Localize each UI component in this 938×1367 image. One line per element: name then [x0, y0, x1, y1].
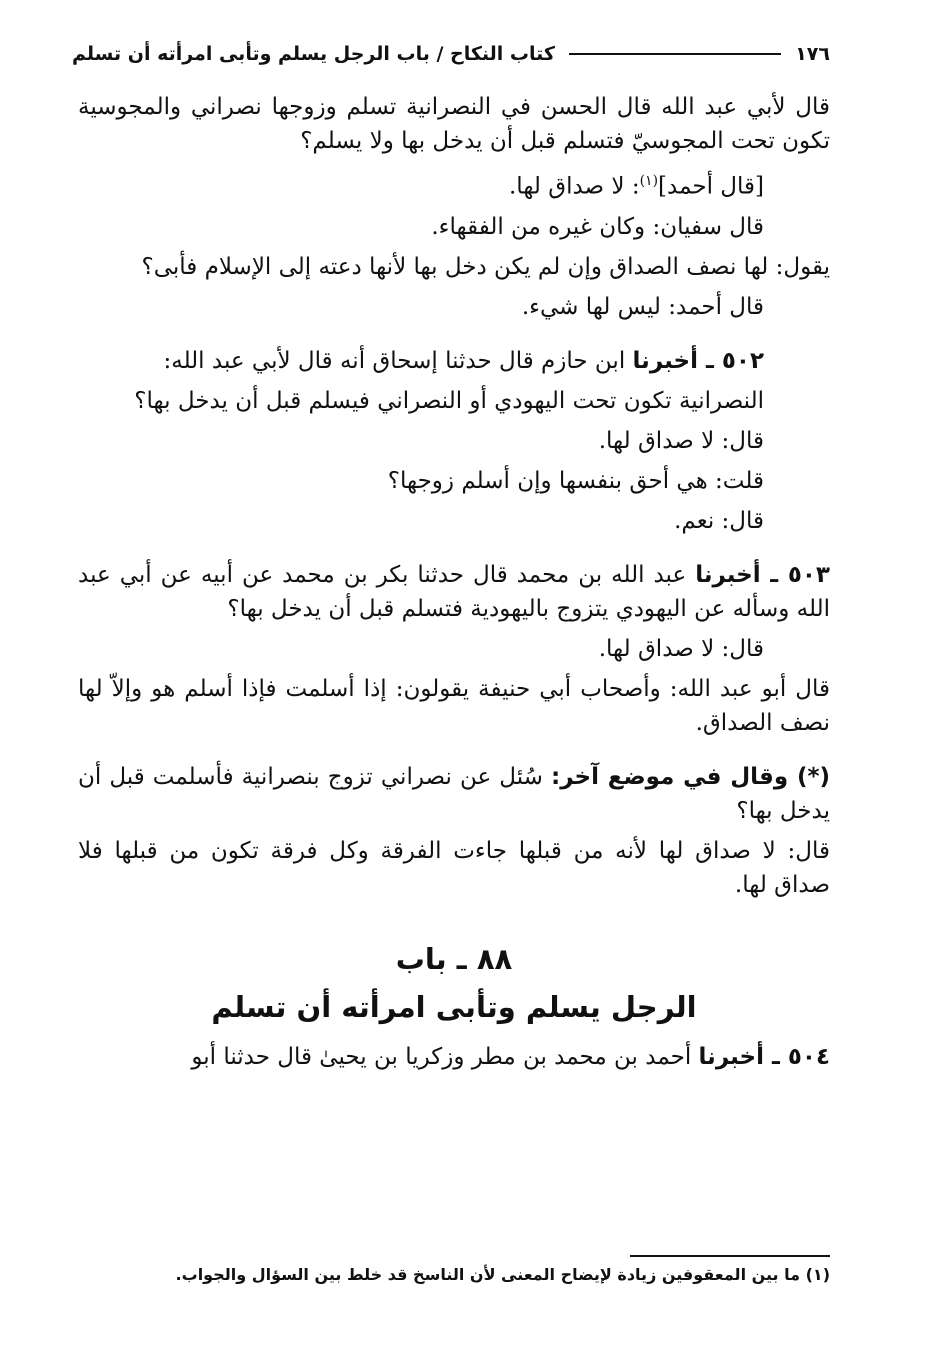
paragraph-1: قال لأبي عبد الله قال الحسن في النصرانية تسلم وزوجها نصراني والمجوسية تكون تحت المجوسيّ فتسلم قبل أن يدخل بها ولا يسلم؟ [78, 94, 830, 154]
paragraph-5: قال أحمد: ليس لها شيء. [521, 293, 764, 320]
hadith-503 [78, 558, 830, 626]
page-number: ١٧٦ [795, 43, 830, 65]
hadith-separator: ـ [763, 1043, 788, 1070]
footnote-ref: (١) [639, 173, 659, 189]
paragraph-4: يقول: لها نصف الصداق وإن لم يكن دخل بها لأنها دعته إلى الإسلام فأبى؟ [141, 253, 830, 280]
paragraph-3: قال سفيان: وكان غيره من الفقهاء. [431, 213, 764, 240]
star-keyword: وقال في موضع آخر: [551, 763, 797, 790]
hadith-separator: ـ [760, 561, 788, 588]
hadith-504 [78, 1040, 830, 1074]
paragraph-502-b: النصرانية تكون تحت اليهودي أو النصراني فيسلم قبل أن يدخل بها؟ [134, 387, 764, 414]
page-header [72, 34, 830, 74]
paragraph-503-c: قال أبو عبد الله: وأصحاب أبي حنيفة يقولون: إذا أسلمت فإذا أسلم هو وإلاّ لها نصف الصداق. [78, 675, 830, 736]
running-title: كتاب النكاح / باب الرجل يسلم وتأبى امرأته أن تسلم [72, 43, 555, 65]
hadith-number: ٥٠٢ [721, 347, 764, 374]
bracket-text: [قال أحمد] [658, 173, 764, 200]
hadith-separator: ـ [697, 347, 722, 374]
hadith-text: أحمد بن محمد بن مطر وزكريا بن يحيىٰ قال حدثنا أبو [191, 1043, 699, 1070]
hadith-keyword: أخبرنا [695, 561, 761, 588]
footnote: (١) ما بين المعقوفين زيادة لإيضاح المعنى لأن الناسخ قد خلط بين السؤال والجواب. [175, 1265, 830, 1284]
hadith-text: ابن حازم قال حدثنا إسحاق أنه قال لأبي عبد الله: [163, 347, 633, 374]
hadith-text: عبد الله بن محمد قال حدثنا بكر بن محمد عن أبيه عن أبي عبد الله وسأله عن اليهودي يتزوج باليهودية فتسلم قبل أن يدخل بها؟ [78, 561, 830, 622]
paragraph-2 [78, 164, 830, 204]
footnote-divider [630, 1255, 830, 1257]
chapter-heading: ٨٨ ـ باب [395, 941, 513, 976]
paragraph-503-b: قال: لا صداق لها. [598, 635, 764, 662]
star-text: سُئل عن نصراني تزوج بنصرانية فأسلمت قبل أن يدخل بها؟ [78, 763, 830, 824]
hadith-keyword: أخبرنا [632, 347, 698, 374]
paragraph-star-2: قال: لا صداق لها لأنه من قبلها جاءت الفرقة وكل فرقة تكون من قبلها فلا صداق لها. [78, 837, 830, 898]
paragraph-502-c: قال: لا صداق لها. [598, 427, 764, 454]
hadith-number: ٥٠٤ [787, 1043, 830, 1070]
asterisk-mark: (*) [796, 763, 831, 790]
paragraph-2-rest: : لا صداق لها. [509, 173, 640, 200]
chapter-title: الرجل يسلم وتأبى امرأته أن تسلم [211, 989, 697, 1024]
paragraph-502-e: قال: نعم. [674, 507, 764, 534]
spacer [78, 746, 830, 760]
hadith-502 [78, 344, 830, 378]
hadith-number: ٥٠٣ [787, 561, 830, 588]
spacer [78, 544, 830, 558]
page-body [78, 90, 830, 1080]
paragraph-star [78, 760, 830, 828]
header-rule [569, 53, 781, 55]
paragraph-502-d: قلت: هي أحق بنفسها وإن أسلم زوجها؟ [387, 467, 764, 494]
spacer [78, 330, 830, 344]
hadith-keyword: أخبرنا [698, 1043, 764, 1070]
